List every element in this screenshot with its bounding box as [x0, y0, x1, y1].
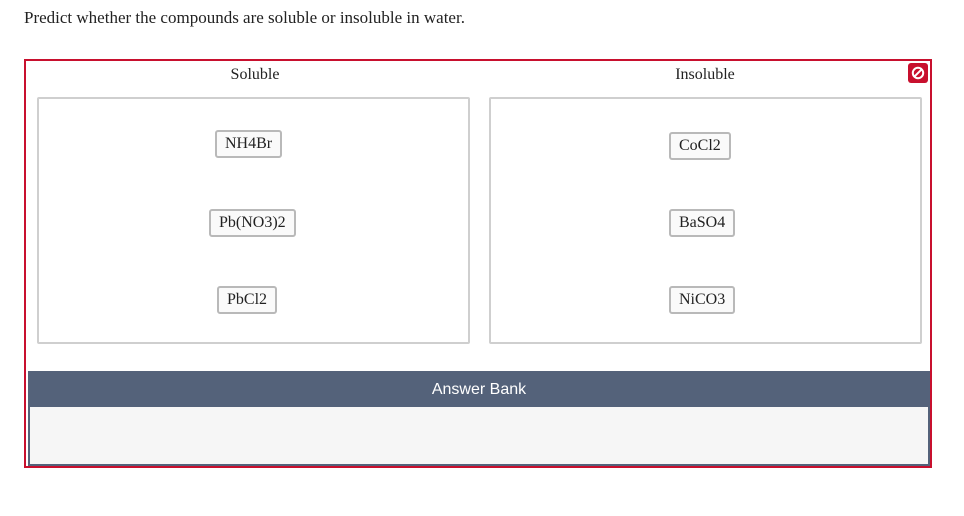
answer-bank-title: Answer Bank — [30, 373, 928, 407]
insoluble-drop-zone[interactable] — [489, 97, 922, 344]
answer-bank — [28, 371, 930, 466]
clear-answers-button[interactable] — [908, 63, 928, 83]
compound-chip[interactable]: BaSO 4 — [669, 209, 735, 237]
sorting-panel — [24, 59, 932, 468]
soluble-drop-zone[interactable] — [37, 97, 470, 344]
prohibited-icon — [911, 66, 925, 80]
compound-chip[interactable]: CoCl 2 — [669, 132, 731, 160]
compound-chip[interactable]: Pb(NO 3 ) 2 — [209, 209, 296, 237]
soluble-header: Soluble — [230, 66, 280, 83]
answer-bank-drop-area[interactable] — [30, 407, 928, 464]
compound-chip[interactable]: NiCO 3 — [669, 286, 735, 314]
compound-chip[interactable]: NH 4 Br — [215, 130, 282, 158]
question-text: Predict whether the compounds are soluble or insoluble in water. — [24, 8, 465, 27]
compound-chip[interactable]: PbCl 2 — [217, 286, 277, 314]
insoluble-header: Insoluble — [675, 66, 735, 83]
